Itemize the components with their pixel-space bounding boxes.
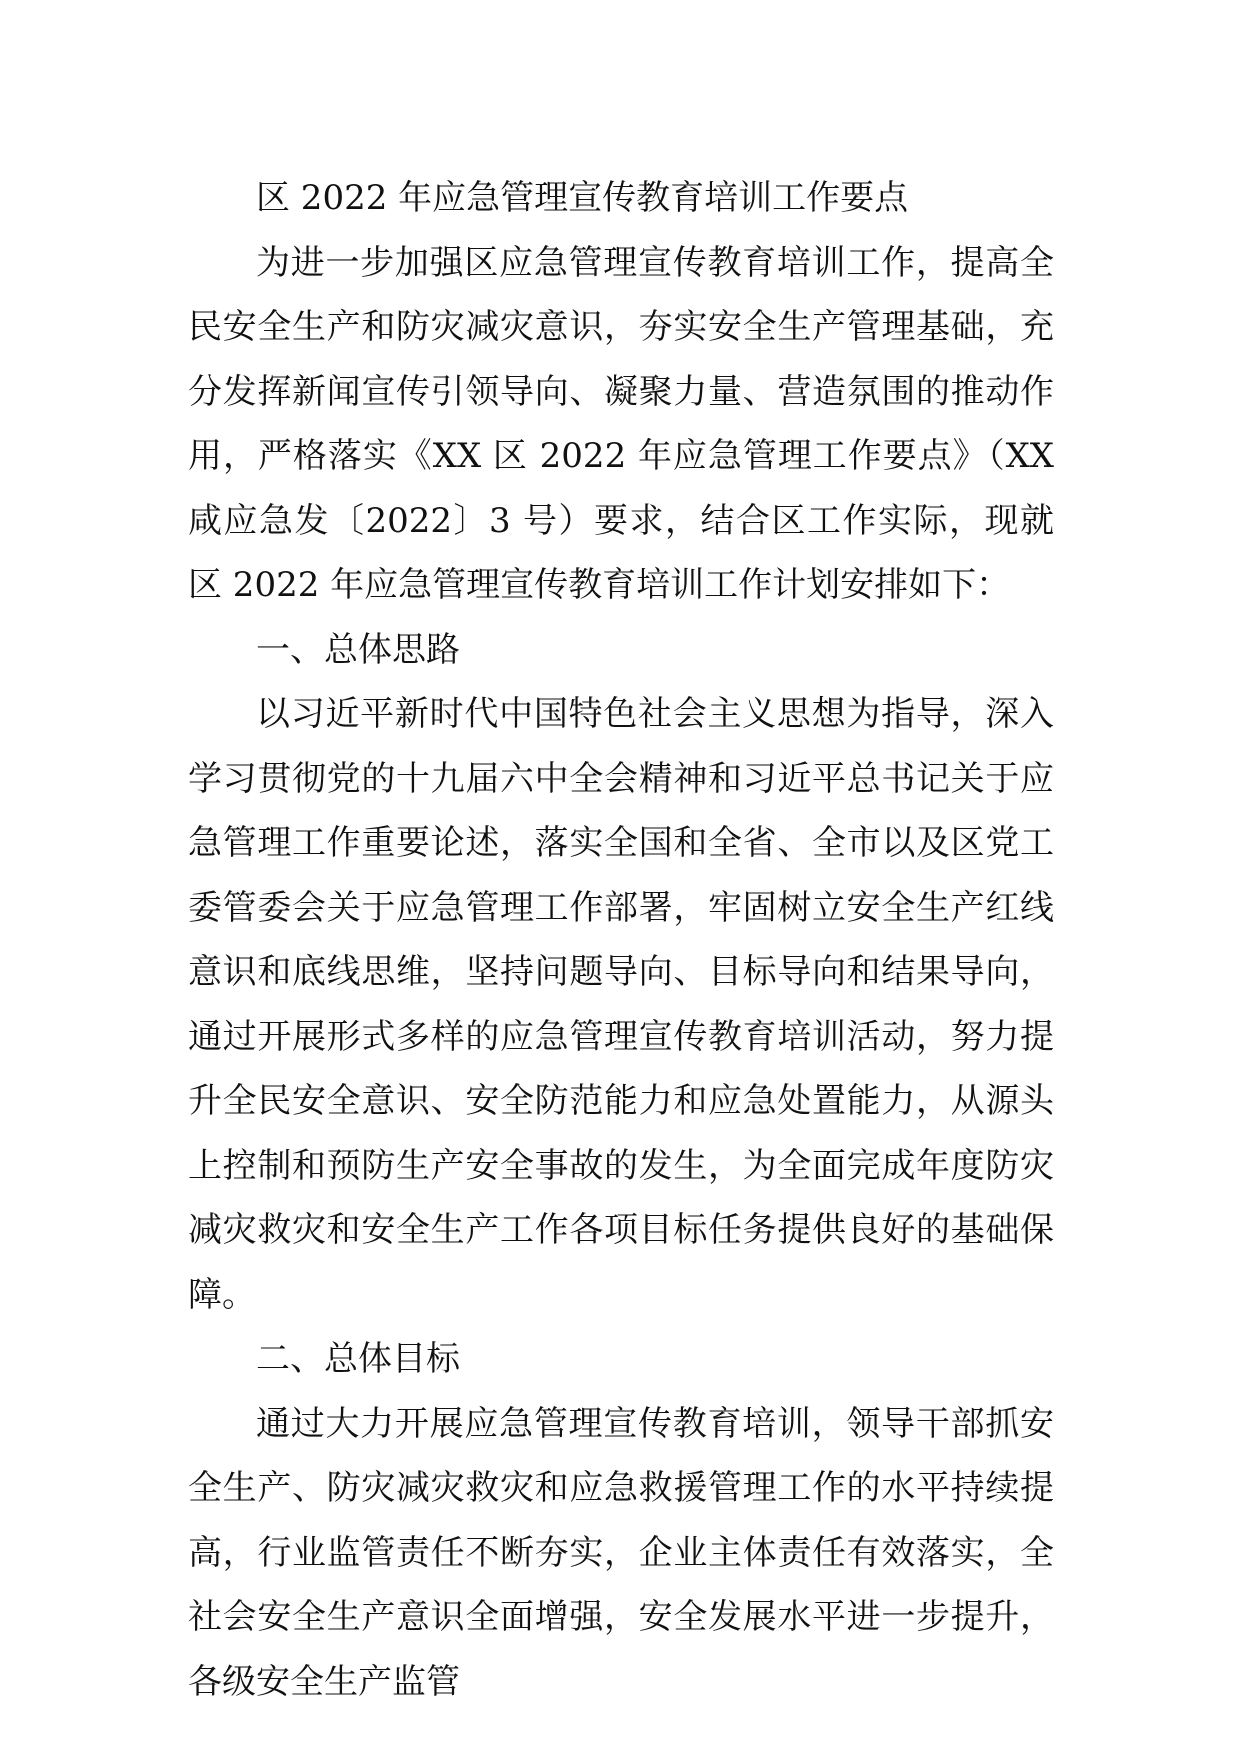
section-2-heading: 二、总体目标 — [256, 1339, 460, 1379]
section-1-paragraph: 以习近平新时代中国特色社会主义思想为指导，深入学习贯彻党的十九届六中全会精神和习近平总书记关于应急管理工作重要论述，落实全国和全省、全市以及区党工委管委会关于应急管理工作部署，牢固树立安全生产红线意识和底线思维，坚持问题导向、目标导向和结果导向，通过开展形式多样的应急管理宣传教育培训活动，努力提升全民安全意识、安全防范能力和应急处置能力，从源头上控制和预防生产安全事故的发生，为全面完成年度防灾减灾救灾和安全生产工作各项目标任务提供良好的基础保障。 — [188, 694, 1054, 1315]
document-title: 区 2022 年应急管理宣传教育培训工作要点 — [256, 178, 909, 218]
section-1-heading: 一、总体思路 — [256, 629, 460, 670]
intro-paragraph: 为进一步加强区应急管理宣传教育培训工作，提高全民安全生产和防灾减灾意识，夯实安全生产管理基础，充分发挥新闻宣传引领导向、凝聚力量、营造氛围的推动作用，严格落实《XX 区 2022 年应急管理工作要点》（XX 咸应急发〔2022〕3 号）要求，结合区工作实际，现就区 2022 年应急管理宣传教育培训工作计划安排如下： — [188, 242, 1054, 605]
document-body — [188, 166, 1054, 1714]
section-2-paragraph: 通过大力开展应急管理宣传教育培训，领导干部抓安全生产、防灾减灾救灾和应急救援管理工作的水平持续提高，行业监管责任不断夯实，企业主体责任有效落实，全社会安全生产意识全面增强，安全发展水平进一步提升，各级安全生产监管 — [188, 1403, 1054, 1702]
